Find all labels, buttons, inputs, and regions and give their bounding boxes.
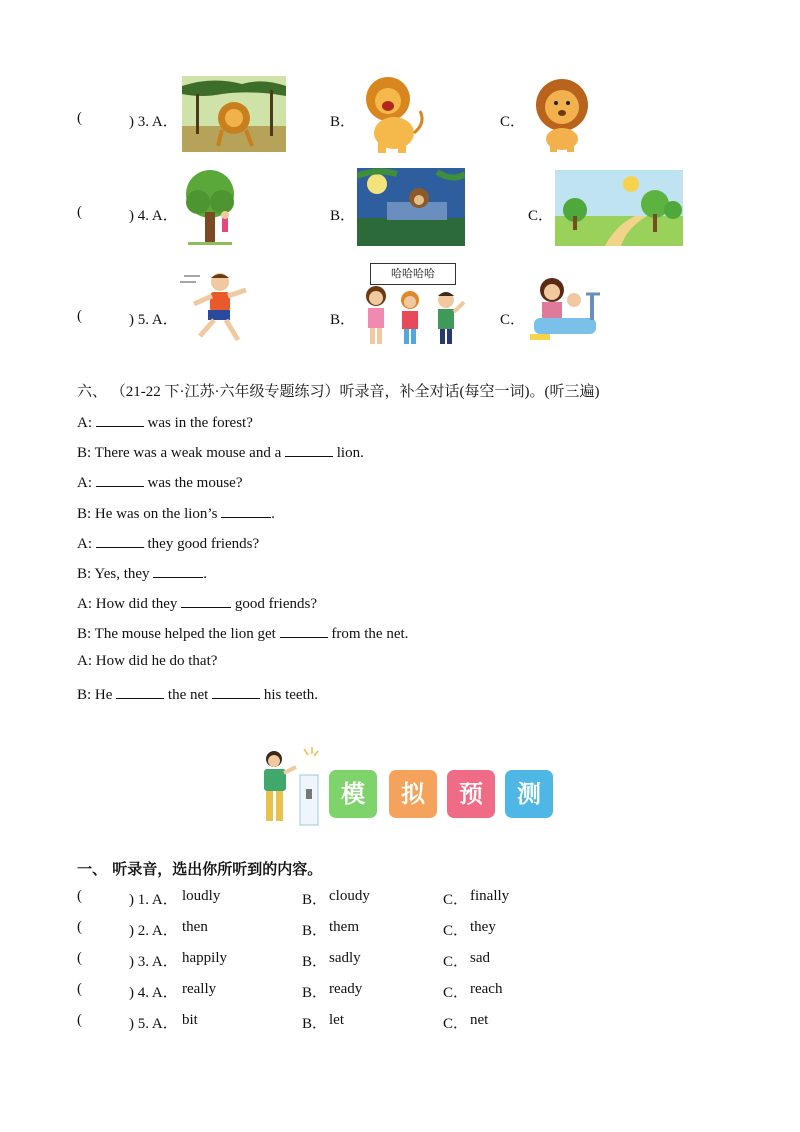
blank-field[interactable] <box>116 684 164 699</box>
option-c[interactable]: they <box>470 919 496 935</box>
option-c[interactable]: finally <box>470 888 510 904</box>
option-a[interactable]: bit <box>182 1012 198 1028</box>
section1-heading: 一、 听录音，选出你所听到的内容。 <box>77 860 323 878</box>
tree-image <box>182 168 242 246</box>
option-b[interactable]: let <box>329 1012 344 1028</box>
laughing-speech-bubble: 哈哈哈哈 <box>370 263 456 285</box>
banner-tile: 模 <box>329 770 377 818</box>
option-b-label: B． <box>330 208 356 224</box>
cartoon-lion-image <box>530 75 594 153</box>
blank-field[interactable] <box>181 593 231 608</box>
option-a[interactable]: loudly <box>182 888 221 904</box>
laughing-children-image <box>358 284 470 348</box>
blank-field[interactable] <box>280 623 328 638</box>
question-number: ) 4. A． <box>129 208 178 224</box>
blank-field[interactable] <box>221 503 271 518</box>
banner-tile: 测 <box>505 770 553 818</box>
option-a[interactable]: really <box>182 981 217 997</box>
answer-paren-open: ( <box>77 308 82 324</box>
option-b[interactable]: them <box>329 919 359 935</box>
banner-tile: 拟 <box>389 770 437 818</box>
blank-field[interactable] <box>212 684 260 699</box>
question-number: ) 3. A． <box>129 114 178 130</box>
park-image <box>555 170 683 246</box>
dialogue-line: A: was the mouse? <box>77 472 242 492</box>
dialogue-line: A: How did they good friends? <box>77 593 317 613</box>
blank-field[interactable] <box>96 533 144 548</box>
answer-paren-open: ( <box>77 110 82 126</box>
option-b[interactable]: ready <box>329 981 363 997</box>
option-b[interactable]: sadly <box>329 950 361 966</box>
dialogue-line: B: The mouse helped the lion get from the net. <box>77 623 408 643</box>
option-c[interactable]: reach <box>470 981 503 997</box>
option-a[interactable]: then <box>182 919 208 935</box>
mother-bathing-child-image <box>528 274 604 344</box>
monkey-zoo-image <box>357 168 465 246</box>
roaring-lion-image <box>358 73 428 155</box>
dialogue-line: B: He was on the lion’s . <box>77 503 275 523</box>
answer-paren-open: ( <box>77 204 82 220</box>
option-c[interactable]: sad <box>470 950 490 966</box>
option-c[interactable]: net <box>470 1012 489 1028</box>
option-b-label: B． <box>330 312 356 328</box>
presenter-illustration <box>256 745 320 827</box>
option-a[interactable]: happily <box>182 950 227 966</box>
dialogue-line: B: Yes, they . <box>77 563 207 583</box>
option-c-label: C． <box>500 114 526 130</box>
dialogue-line: B: He the net his teeth. <box>77 684 318 704</box>
section6-heading: 六、 （21-22 下·江苏·六年级专题练习）听录音，补全对话(每空一词)。(听三遍) <box>77 384 600 400</box>
dialogue-line: A: was in the forest? <box>77 412 253 432</box>
blank-field[interactable] <box>153 563 203 578</box>
option-b-label: B． <box>330 114 356 130</box>
question-number: ) 5. A． <box>129 312 178 328</box>
dialogue-line: B: There was a weak mouse and a lion. <box>77 442 364 462</box>
banner-tile: 预 <box>447 770 495 818</box>
dialogue-line: A: they good friends? <box>77 533 259 553</box>
lion-forest-image <box>182 76 286 152</box>
blank-field[interactable] <box>285 442 333 457</box>
blank-field[interactable] <box>96 472 144 487</box>
option-c-label: C． <box>528 208 554 224</box>
running-boy-image <box>180 270 254 346</box>
option-c-label: C． <box>500 312 526 328</box>
option-b[interactable]: cloudy <box>329 888 370 904</box>
dialogue-line: A: How did he do that? <box>77 653 218 669</box>
blank-field[interactable] <box>96 412 144 427</box>
